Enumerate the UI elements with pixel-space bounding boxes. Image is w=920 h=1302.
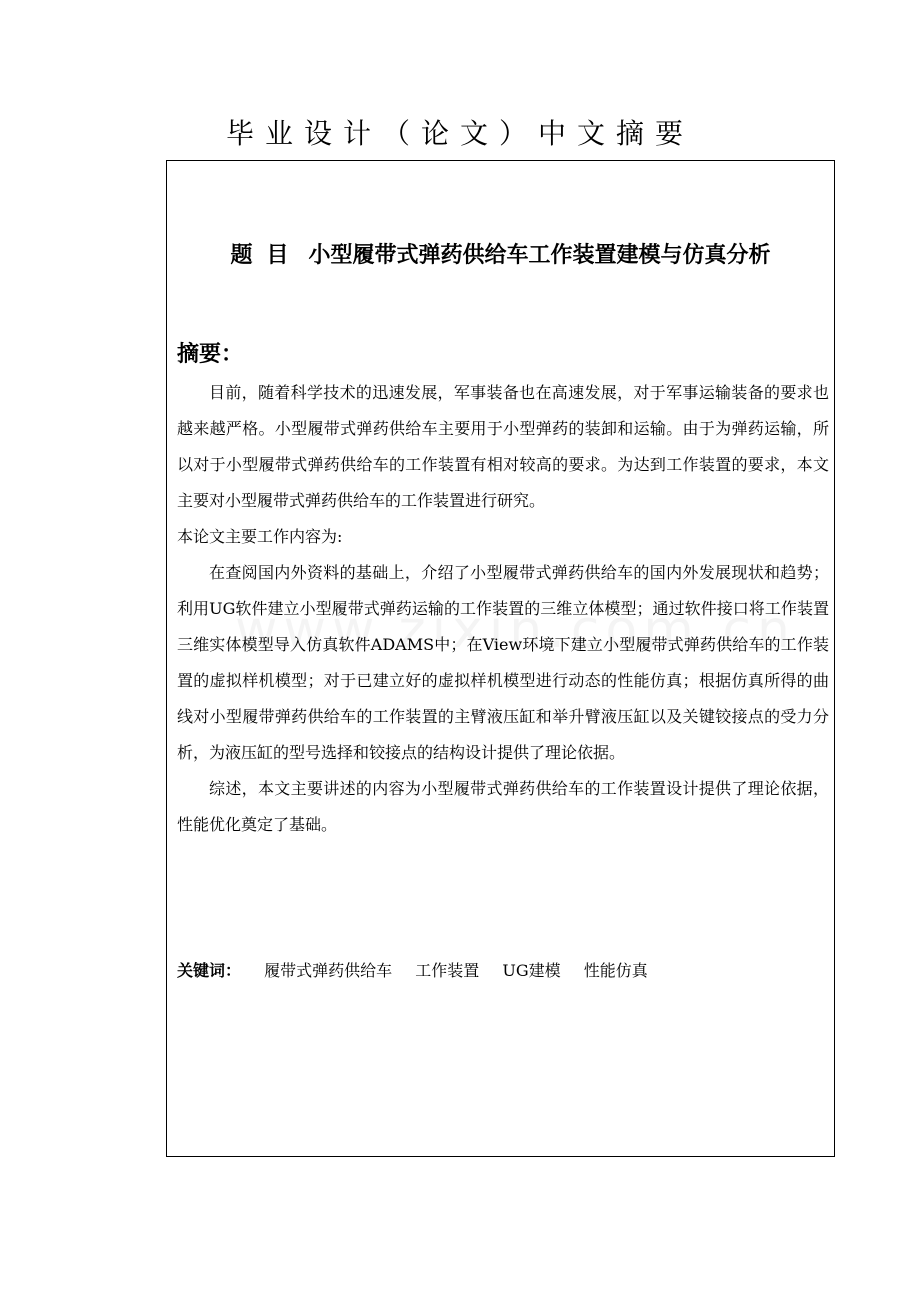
- abstract-paragraph-2: 本论文主要工作内容为:: [177, 527, 343, 546]
- thesis-title-row: [167, 239, 834, 273]
- thesis-title: 小型履带式弹药供给车工作装置建模与仿真分析: [308, 243, 771, 268]
- abstract-paragraph-1: 目前，随着科学技术的迅速发展，军事装备也在高速发展，对于军事运输装备的要求也越来越严格。小型履带式弹药供给车主要用于小型弹药的装卸和运输。由于为弹药运输，所以对于小型履带式弹药供给车的工作装置有相对较高的要求。为达到工作装置的要求，本文主要对小型履带式弹药供给车的工作装置进行研究。: [177, 383, 829, 510]
- abstract-box: [166, 160, 835, 1157]
- title-label: 题目: [230, 243, 303, 268]
- page-heading: 毕业设计（论文）中文摘要: [225, 117, 694, 150]
- keyword-item: 工作装置: [415, 961, 480, 980]
- abstract-body: [177, 375, 829, 843]
- keywords-label: 关键词：: [177, 961, 242, 980]
- abstract-paragraph-3: 在查阅国内外资料的基础上，介绍了小型履带式弹药供给车的国内外发展现状和趋势；利用UG软件建立小型履带式弹药运输的工作装置的三维立体模型；通过软件接口将工作装置三维实体模型导入仿真软件ADAMS中；在View环境下建立小型履带式弹药供给车的工作装置的虚拟样机模型；对于已建立好的虚拟样机模型进行动态的性能仿真；根据仿真所得的曲线对小型履带弹药供给车的工作装置的主臂液压缸和举升臂液压缸以及关键铰接点的受力分析，为液压缸的型号选择和铰接点的结构设计提供了理论依据。: [177, 563, 829, 762]
- abstract-label: 摘要：: [177, 342, 244, 367]
- keyword-item: 履带式弹药供给车: [264, 961, 393, 980]
- abstract-paragraph-4: 综述，本文主要讲述的内容为小型履带式弹药供给车的工作装置设计提供了理论依据，性能优化奠定了基础。: [177, 779, 829, 834]
- keyword-item: UG建模: [502, 961, 561, 980]
- keywords-row: [177, 959, 666, 983]
- keyword-item: 性能仿真: [583, 961, 648, 980]
